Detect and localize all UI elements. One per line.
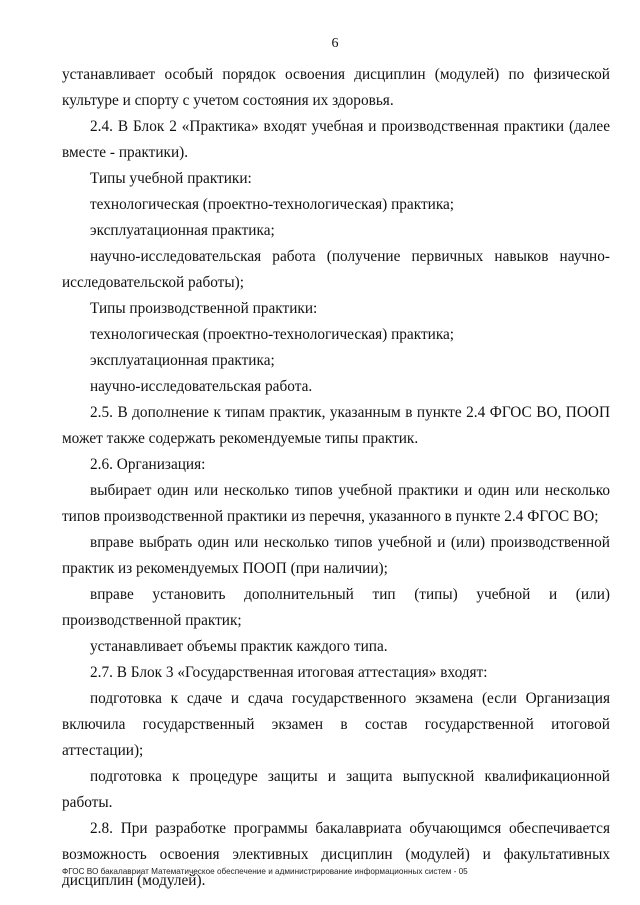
list-item: вправе установить дополнительный тип (типы) учебной и (или) производственной практик; [62,586,610,629]
list-item: технологическая (проектно-технологическая) практика; [90,326,455,343]
paragraph: 2.8. При разработке программы бакалавриата обучающимся обеспечивается возможность освоения элективных дисциплин (модулей) и факультативных дисциплин (модулей). [62,820,610,889]
page-footer: ФГОС ВО бакалавриат Математическое обеспечение и администрирование информационных систем - 05 [62,867,468,876]
paragraph: 2.6. Организация: [90,456,206,473]
list-item: подготовка к сдаче и сдача государственного экзамена (если Организация включила государственный экзамен в состав государственной итоговой аттестации); [62,690,610,759]
list-item: устанавливает объемы практик каждого типа. [90,638,388,655]
list-item: технологическая (проектно-технологическая) практика; [90,196,455,213]
list-item: выбирает один или несколько типов учебной практики и один или несколько типов производственной практики из перечня, указанного в пункте 2.4 ФГОС ВО; [62,482,610,525]
paragraph: 2.4. В Блок 2 «Практика» входят учебная и производственная практики (далее вместе - практики). [62,118,610,161]
document-body [62,62,610,894]
paragraph: Типы учебной практики: [90,170,252,187]
list-item: подготовка к процедуре защиты и защита выпускной квалификационной работы. [62,768,610,811]
paragraph: устанавливает особый порядок освоения дисциплин (модулей) по физической культуре и спорту с учетом состояния их здоровья. [62,66,610,109]
list-item: научно-исследовательская работа (получение первичных навыков научно-исследовательской работы); [62,248,610,291]
page-number: 6 [331,36,339,51]
list-item: вправе выбрать один или несколько типов учебной и (или) производственной практик из рекомендуемых ПООП (при наличии); [62,534,610,577]
list-item: эксплуатационная практика; [90,222,275,239]
paragraph: 2.7. В Блок 3 «Государственная итоговая аттестация» входят: [90,664,488,681]
paragraph: 2.5. В дополнение к типам практик, указанным в пункте 2.4 ФГОС ВО, ПООП может также содержать рекомендуемые типы практик. [62,404,610,447]
list-item: научно-исследовательская работа. [90,378,313,395]
list-item: эксплуатационная практика; [90,352,275,369]
paragraph: Типы производственной практики: [90,300,318,317]
